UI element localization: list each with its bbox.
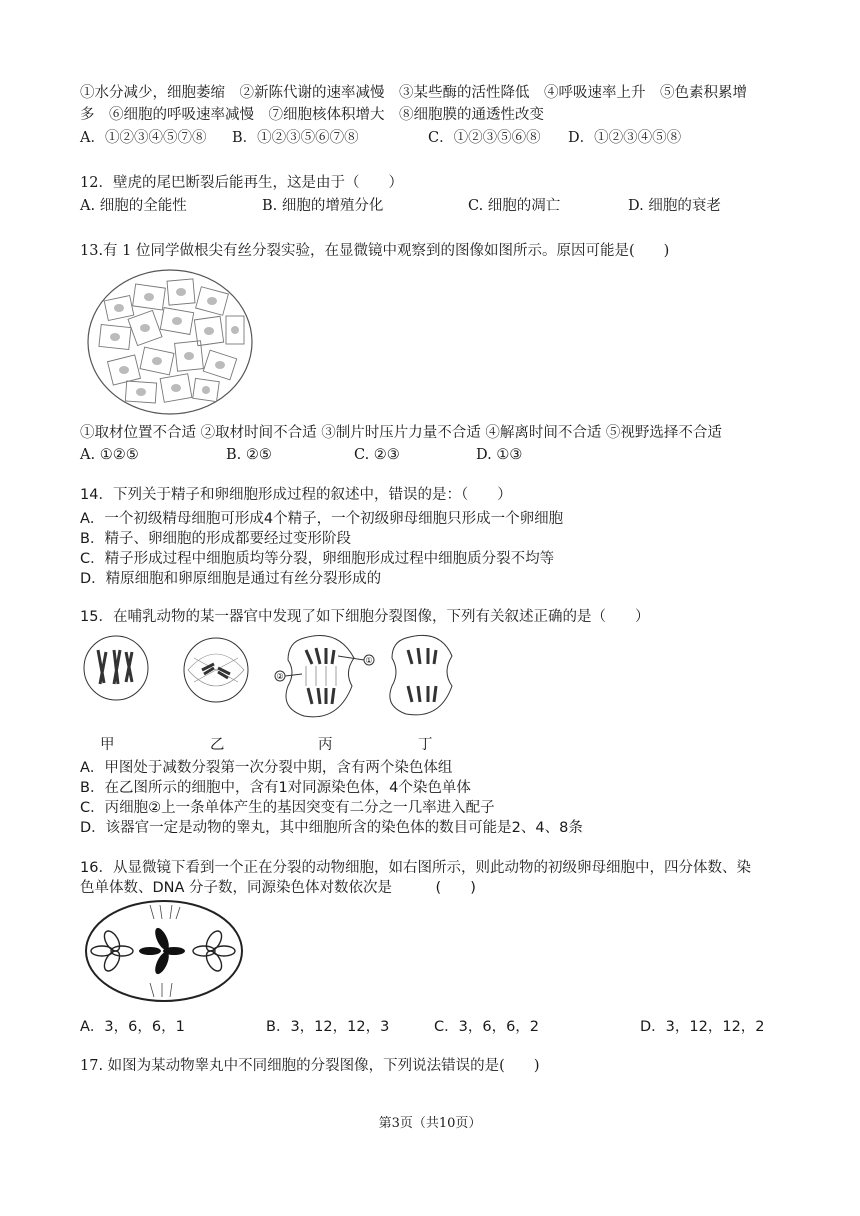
q16-option-b[interactable]: B．3，12，12，3	[266, 1019, 390, 1035]
q11-option-c[interactable]: C．①②③⑤⑥⑧	[428, 130, 541, 146]
q13-option-d[interactable]: D. ①③	[476, 447, 523, 463]
cell-division-figures	[76, 628, 476, 728]
q16-stem-line2: 色单体数、DNA 分子数，同源染色体对数依次是 ( )	[80, 880, 476, 896]
q12-stem: 12．壁虎的尾巴断裂后能再生，这是由于（ ）	[80, 175, 403, 191]
q14-option-a[interactable]: A．一个初级精母细胞可形成4个精子，一个初级卵母细胞只形成一个卵细胞	[80, 511, 564, 527]
q11-statement-line2: 多 ⑥细胞的呼吸速率减慢 ⑦细胞核体积增大 ⑧细胞膜的通透性改变	[80, 107, 544, 123]
q11-option-d[interactable]: D．①②③④⑤⑧	[568, 130, 682, 146]
q15-stem: 15．在哺乳动物的某一器官中发现了如下细胞分裂图像，下列有关叙述正确的是（ ）	[80, 609, 650, 625]
q12-option-b[interactable]: B. 细胞的增殖分化	[262, 198, 384, 214]
q12-option-a[interactable]: A. 细胞的全能性	[80, 198, 187, 214]
marker-2: ②	[276, 672, 284, 681]
q14-option-b[interactable]: B．精子、卵细胞的形成都要经过变形阶段	[80, 531, 351, 547]
marker-1: ①	[365, 656, 373, 665]
q16-option-c[interactable]: C．3，6，6，2	[434, 1019, 540, 1035]
q13-options	[80, 445, 522, 465]
q17-stem: 17. 如图为某动物睾丸中不同细胞的分裂图像，下列说法错误的是( )	[80, 1058, 540, 1074]
q16-options	[80, 1017, 765, 1037]
label-yi: 乙	[210, 737, 225, 753]
q12-option-d[interactable]: D. 细胞的衰老	[628, 198, 721, 214]
page-footer: 第3页（共10页）	[378, 1116, 482, 1131]
label-bing: 丙	[318, 737, 333, 753]
q15-option-c[interactable]: C．丙细胞②上一条单体产生的基因突变有二分之一几率进入配子	[80, 800, 495, 816]
cell-yi	[184, 638, 248, 702]
microscope-field-figure	[86, 268, 256, 418]
q11-statement-line1: ①水分减少，细胞萎缩 ②新陈代谢的速率减慢 ③某些酶的活性降低 ④呼吸速率上升 ⑤色素积累增	[80, 85, 747, 101]
q12-options	[80, 196, 721, 216]
q16-option-a[interactable]: A．3，6，6，1	[80, 1019, 185, 1035]
q13-option-b[interactable]: B. ②⑤	[226, 447, 272, 463]
q11-options	[80, 128, 681, 148]
cell-ding	[390, 635, 452, 715]
q13-option-c[interactable]: C. ②③	[354, 447, 400, 463]
q11-option-b[interactable]: B．①②③⑤⑥⑦⑧	[232, 130, 359, 146]
q13-statement: ①取材位置不合适 ②取材时间不合适 ③制片时压片力量不合适 ④解离时间不合适 ⑤视野选择不合适	[80, 425, 722, 441]
q16-option-d[interactable]: D．3，12，12，2	[640, 1019, 765, 1035]
q15-option-d[interactable]: D．该器官一定是动物的睾丸，其中细胞所含的染色体的数目可能是2、4、8条	[80, 820, 583, 836]
label-jia: 甲	[100, 737, 115, 753]
q14-option-c[interactable]: C．精子形成过程中细胞质均等分裂，卵细胞形成过程中细胞质分裂不均等	[80, 551, 555, 567]
q12-option-c[interactable]: C. 细胞的凋亡	[468, 198, 561, 214]
q14-stem: 14．下列关于精子和卵细胞形成过程的叙述中，错误的是：（ ）	[80, 487, 512, 503]
cell-jia	[84, 636, 148, 700]
cell-bing	[275, 636, 374, 717]
animal-cell-figure	[82, 897, 248, 1005]
q13-option-a[interactable]: A. ①②⑤	[80, 447, 139, 463]
q11-option-a[interactable]: A．①②③④⑤⑦⑧	[80, 130, 207, 146]
label-ding: 丁	[418, 737, 433, 753]
q15-option-b[interactable]: B．在乙图所示的细胞中，含有1对同源染色体，4个染色单体	[80, 780, 471, 796]
q14-option-d[interactable]: D．精原细胞和卵原细胞是通过有丝分裂形成的	[80, 571, 382, 587]
q16-stem-line1: 16．从显微镜下看到一个正在分裂的动物细胞，如右图所示，则此动物的初级卵母细胞中，四分体数、染	[80, 860, 751, 876]
q13-stem: 13.有 1 位同学做根尖有丝分裂实验，在显微镜中观察到的图像如图所示。原因可能是( )	[80, 243, 670, 259]
q15-option-a[interactable]: A．甲图处于减数分裂第一次分裂中期，含有两个染色体组	[80, 760, 453, 776]
